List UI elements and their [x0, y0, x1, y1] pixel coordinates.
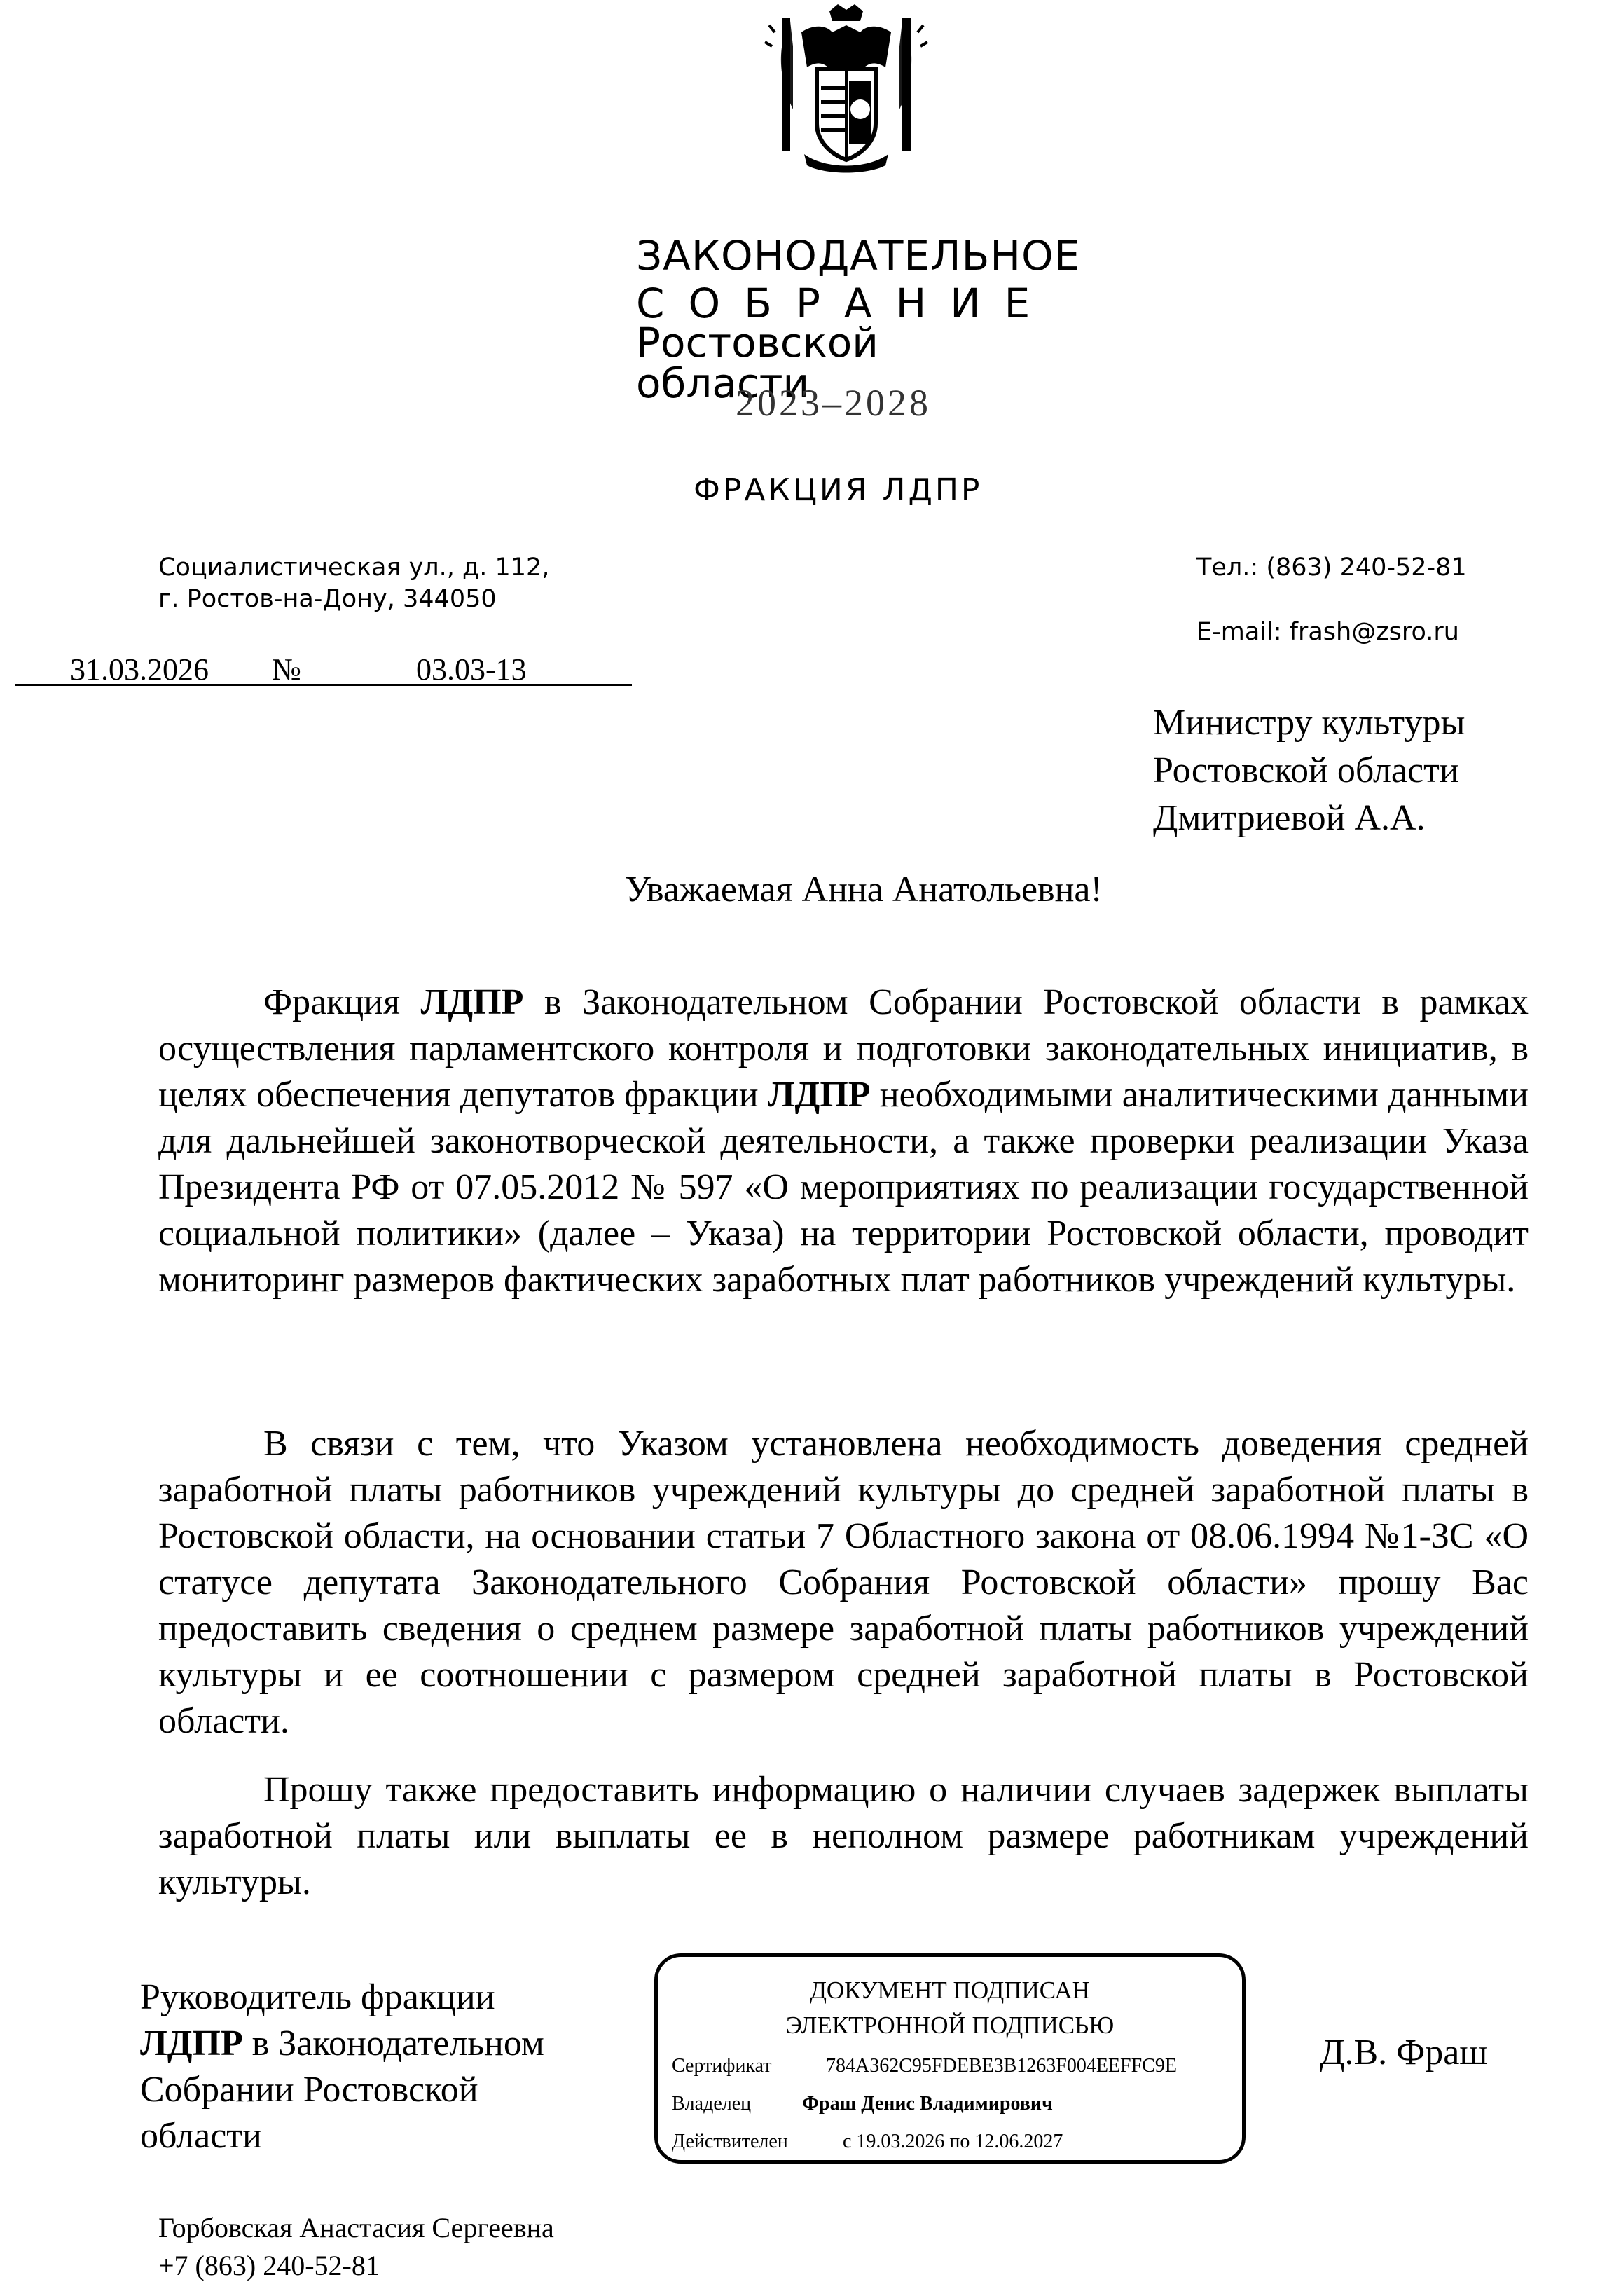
- body-paragraph-3: Прошу также предоставить информацию о наличии случаев задержек выплаты заработной платы или выплаты ее в неполном размере работникам учреждений культуры.: [158, 1770, 1529, 1902]
- recipient-line2: Ростовской области: [1153, 750, 1459, 790]
- org-name-line3: Ростовской области: [636, 319, 878, 407]
- signer-line3: Собрании Ростовской: [140, 2070, 478, 2110]
- stamp-cert-value: 784A362C95FDEBE3B1263F004EEFFC9E: [826, 2055, 1177, 2077]
- signer-line1: Руководитель фракции: [140, 1977, 495, 2017]
- stamp-owner-label: Владелец: [672, 2093, 752, 2115]
- signer-line4: области: [140, 2116, 262, 2156]
- stamp-title2: ЭЛЕКТРОННОЙ ПОДПИСЬЮ: [785, 2012, 1115, 2039]
- org-name-line2: СОБРАНИЕ: [636, 280, 1054, 327]
- stamp-cert-label: Сертификат: [672, 2055, 772, 2077]
- org-name-line1: ЗАКОНОДАТЕЛЬНОЕ: [636, 232, 1081, 280]
- signer-line2-rest: в Законодательном: [242, 2023, 544, 2063]
- recipient-line3: Дмитриевой А.А.: [1153, 798, 1426, 838]
- electronic-signature-stamp: [654, 1953, 1246, 2164]
- signer-line2: [140, 2021, 616, 2067]
- faction-title: ФРАКЦИЯ ЛДПР: [694, 472, 983, 508]
- p1-bold-ldpr-1: ЛДПР: [420, 982, 524, 1022]
- address-line2: г. Ростов-на-Дону, 344050: [158, 585, 497, 613]
- greeting: Уважаемая Анна Анатольевна!: [625, 869, 1103, 909]
- registration-date: 31.03.2026: [70, 652, 209, 687]
- contact-phone: Тел.: (863) 240-52-81: [1196, 554, 1467, 582]
- convocation-years: 2023–2028: [736, 382, 931, 424]
- registration-number-sign: №: [272, 652, 301, 687]
- p1-text-a: Фракция: [263, 982, 421, 1022]
- registration-number: 03.03-13: [416, 652, 527, 687]
- p1-bold-ldpr-2: ЛДПР: [767, 1075, 871, 1115]
- registration-underline: [15, 684, 632, 686]
- stamp-valid-value: с 19.03.2026 по 12.06.2027: [843, 2131, 1063, 2152]
- signer-name: Д.В. Фраш: [1320, 2033, 1488, 2072]
- signer-bold-ldpr: ЛДПР: [140, 2023, 243, 2063]
- p1-text-c: в Законодательном Собрании Ростовской области в рамках осуществления парламентского контроля и подготовки законодательных инициатив, в целях обеспечения депутатов фракции: [158, 982, 1529, 1115]
- address-line1: Социалистическая ул., д. 112,: [158, 554, 550, 582]
- stamp-title1: ДОКУМЕНТ ПОДПИСАН: [810, 1977, 1090, 2004]
- p1-text-e: необходимыми аналитическими данными для дальнейшей законотворческой деятельности, а также проверки реализации Указа Президента РФ от 07.05.2012 № 597 «О мероприятиях по реализации государственной социальной политики» (далее – Указа) на территории Ростовской области, проводит мониторинг размеров фактических заработных плат работников учреждений культуры.: [158, 1075, 1529, 1300]
- executor-name: Горбовская Анастасия Сергеевна: [158, 2212, 554, 2243]
- contact-email: E-mail: frash@zsro.ru: [1196, 618, 1459, 646]
- stamp-owner-value: Фраш Денис Владимирович: [802, 2093, 1053, 2115]
- signer-position: [140, 1974, 616, 2159]
- body-paragraph-2: В связи с тем, что Указом установлена необходимость доведения средней заработной платы работников учреждений культуры до средней заработной платы в Ростовской области, на основании статьи 7 Областного закона от 08.06.1994 №1-ЗС «О статусе депутата Законодательного Собрания Ростовской области» прошу Вас предоставить сведения о среднем размере заработной платы работников учреждений культуры и ее соотношении с размером средней заработной платы в Ростовской области.: [158, 1424, 1529, 1741]
- executor-phone: +7 (863) 240-52-81: [158, 2250, 380, 2281]
- stamp-valid-label: Действителен: [672, 2131, 788, 2152]
- body-paragraph-1: [158, 979, 1529, 1303]
- coat-of-arms-icon: [762, 4, 930, 175]
- recipient-line1: Министру культуры: [1153, 703, 1465, 743]
